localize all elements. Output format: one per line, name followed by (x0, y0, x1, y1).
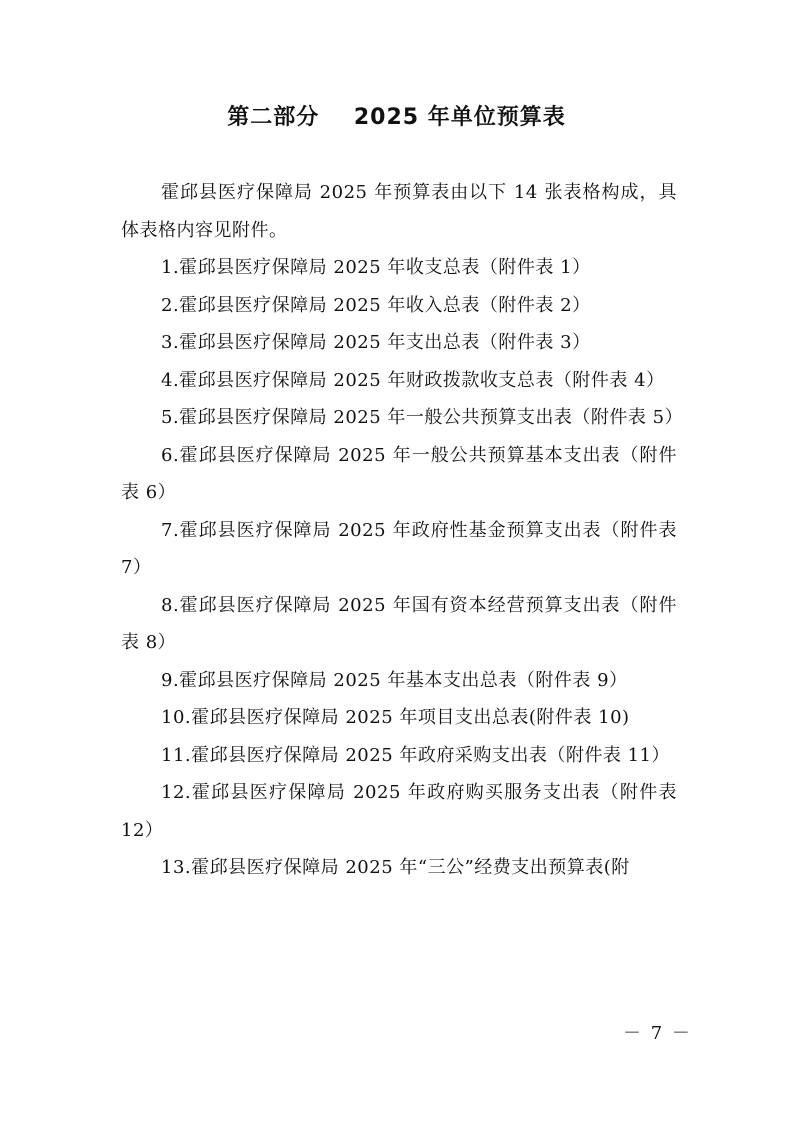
list-item-8: 8.霍邱县医疗保障局 2025 年国有资本经营预算支出表（附件表 8） (121, 594, 677, 653)
list-item-2: 2.霍邱县医疗保障局 2025 年收入总表（附件表 2） (161, 294, 591, 316)
list-item-9: 9.霍邱县医疗保障局 2025 年基本支出总表（附件表 9） (161, 669, 628, 691)
list-item-3: 3.霍邱县医疗保障局 2025 年支出总表（附件表 3） (161, 332, 591, 353)
list-item-4: 4.霍邱县医疗保障局 2025 年财政拨款收支总表（附件表 4） (161, 369, 665, 391)
list-item-11: 11.霍邱县医疗保障局 2025 年政府采购支出表（附件表 11） (161, 744, 671, 766)
page-number: － 7 － (623, 1023, 692, 1044)
list-item-13: 13.霍邱县医疗保障局 2025 年“三公”经费支出预算表(附 (161, 857, 630, 878)
list-item-12: 12.霍邱县医疗保障局 2025 年政府购买服务支出表（附件表 12） (121, 782, 677, 841)
body-text (121, 174, 684, 887)
list-item-1: 1.霍邱县医疗保障局 2025 年收支总表（附件表 1） (161, 257, 591, 278)
intro-paragraph: 霍邱县医疗保障局 2025 年预算表由以下 14 张表格构成，具体表格内容见附件。 (121, 182, 677, 241)
list-item-6: 6.霍邱县医疗保障局 2025 年一般公共预算基本支出表（附件表 6） (121, 444, 677, 503)
list-item-7: 7.霍邱县医疗保障局 2025 年政府性基金预算支出表（附件表 7） (121, 519, 677, 578)
section-title: 第二部分 2025 年单位预算表 (227, 105, 566, 130)
list-item-5: 5.霍邱县医疗保障局 2025 年一般公共预算支出表（附件表 5） (161, 407, 684, 428)
list-item-10: 10.霍邱县医疗保障局 2025 年项目支出总表(附件表 10) (161, 707, 630, 728)
